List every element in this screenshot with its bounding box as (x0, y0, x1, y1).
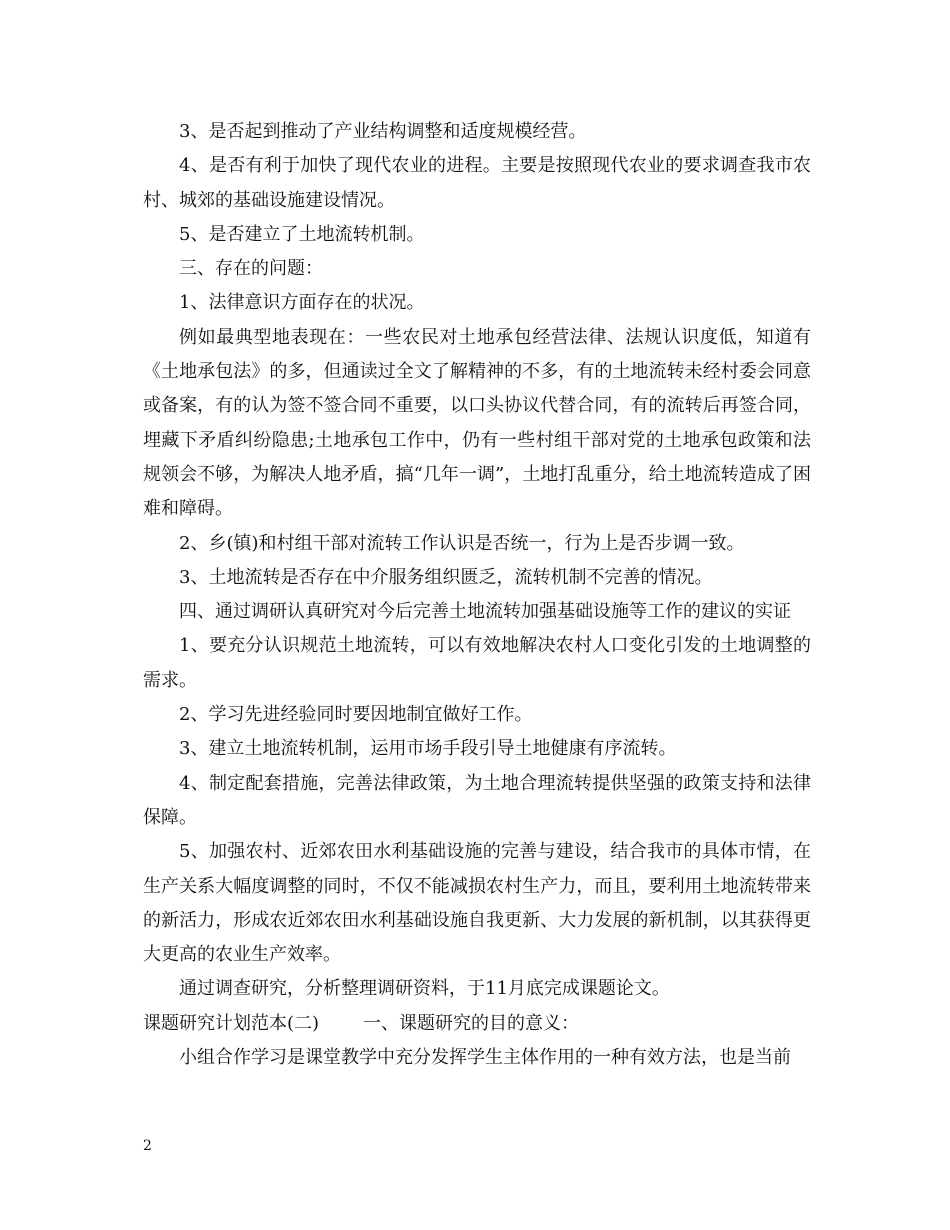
paragraph-suggestion-4: 4、制定配套措施，完善法律政策，为土地合理流转提供坚强的政策支持和法律保障。 (143, 772, 811, 828)
paragraph-problem-3: 3、土地流转是否存在中介服务组织匮乏，流转机制不完善的情况。 (179, 566, 713, 588)
section-heading-suggestions: 四、通过调研认真研究对今后完善土地流转加强基础设施等工作的建议的实证 (179, 601, 791, 623)
paragraph-problem-1: 1、法律意识方面存在的状况。 (179, 292, 425, 314)
paragraph-item-4-modern-agriculture: 4、是否有利于加快了现代农业的进程。主要是按照现代农业的要求调查我市农村、城郊的基础设施建设情况。 (143, 155, 811, 211)
paragraph-conclusion: 通过调查研究，分析整理调研资料，于11月底完成课题论文。 (179, 978, 670, 1000)
paragraph-suggestion-1: 1、要充分认识规范土地流转，可以有效地解决农村人口变化引发的土地调整的需求。 (143, 635, 811, 691)
section-heading-plan-two (143, 1007, 811, 1041)
paragraph-item-3-industry: 3、是否起到推动了产业结构调整和适度规模经营。 (179, 121, 587, 142)
paragraph-problem-2: 2、乡(镇)和村组干部对流转工作认识是否统一，行为上是否步调一致。 (179, 532, 745, 554)
paragraph-suggestion-5: 5、加强农村、近郊农田水利基础设施的完善与建设，结合我市的具体市情，在生产关系大幅度调整的同时，不仅不能减损农村生产力，而且，要利用土地流转带来的新活力，形成农近郊农田水利基础设施自我更新、大力发展的新机制，以其获得更大更高的农业生产效率。 (143, 841, 811, 966)
paragraph-final: 小组合作学习是课堂教学中充分发挥学生主体作用的一种有效方法，也是当前 (179, 1047, 791, 1069)
page-number: 2 (143, 1138, 152, 1154)
paragraph-suggestion-3: 3、建立土地流转机制，运用市场手段引导土地健康有序流转。 (179, 738, 677, 760)
plan-subtitle: 一、课题研究的目的意义： (363, 1012, 580, 1034)
section-heading-problems: 三、存在的问题： (179, 258, 323, 280)
paragraph-problem-1-example: 例如最典型地表现在：一些农民对土地承包经营法律、法规认识度低，知道有《土地承包法》的多，但通读过全文了解精神的不多，有的土地流转未经村委会同意或备案，有的认为签不签合同不重要，以口头协议代替合同，有的流转后再签合同，埋藏下矛盾纠纷隐患;土地承包工作中，仍有一些村组干部对党的土地承包政策和法规领会不够，为解决人地矛盾，搞“几年一调”，土地打乱重分，给土地流转造成了困难和障碍。 (143, 326, 811, 520)
paragraph-item-5-mechanism: 5、是否建立了土地流转机制。 (179, 223, 425, 245)
plan-title: 课题研究计划范本(二) (143, 1012, 320, 1034)
paragraph-suggestion-2: 2、学习先进经验同时要因地制宜做好工作。 (179, 704, 533, 726)
document-body (143, 115, 811, 1075)
